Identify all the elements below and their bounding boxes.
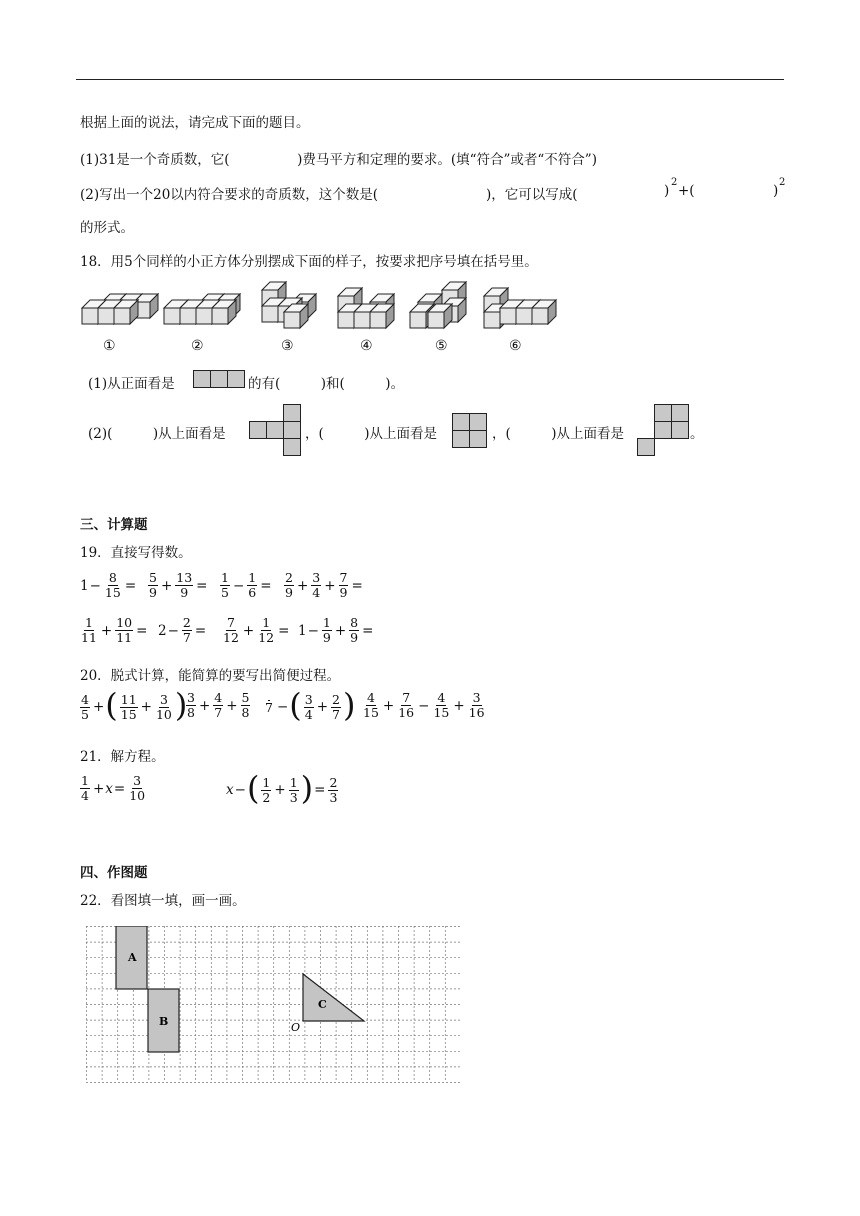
p17-q2a: (2)写出一个20以内符合要求的奇质数，这个数是( bbox=[80, 187, 379, 203]
shape-c bbox=[303, 974, 364, 1021]
cube-figure-3 bbox=[262, 282, 316, 328]
q19-expr-8: 1 − $\frac{1}{9}$ + $\frac{8}{9}$ = bbox=[298, 615, 374, 645]
fig-label-5: ⑤ bbox=[435, 338, 448, 354]
p17-sup1: 2 bbox=[671, 177, 678, 188]
q18-title: 18．用5个同样的小正方体分别摆成下面的样子，按要求把序号填在括号里。 bbox=[80, 254, 538, 270]
p17-q1: (1)31是一个奇质数，它( )费马平方和定理的要求。(填“符合”或者“不符合”) bbox=[80, 152, 597, 168]
cube-figures bbox=[78, 280, 568, 360]
p17-q2c: ) bbox=[664, 183, 670, 199]
cube-figure-6 bbox=[484, 288, 556, 328]
q19-title: 19．直接写得数。 bbox=[80, 545, 192, 561]
q19-expr-6: 2 − $\frac{2}{7}$ = bbox=[158, 615, 207, 645]
label-c: C bbox=[318, 998, 327, 1011]
q21-eq-2: x − ( $\frac{1}{2}$ + $\frac{1}{3}$ ) = $\frac{2}{3}$ bbox=[226, 769, 338, 807]
fig-label-3: ③ bbox=[281, 338, 294, 354]
p17-intro: 根据上面的说法，请完成下面的题目。 bbox=[80, 115, 310, 131]
q22-title: 22．看图填一填，画一画。 bbox=[80, 893, 246, 909]
q20-expr-3: 7 − ( $\frac{3}{4}$ + $\frac{2}{7}$ ) bbox=[265, 686, 356, 724]
p17-sup2: 2 bbox=[779, 177, 786, 188]
q19-expr-4: $\frac{2}{9}$ + $\frac{3}{4}$ + $\frac{7}{9}$ = bbox=[285, 570, 363, 600]
q19-expr-3: $\frac{1}{5}$ − $\frac{1}{6}$ = bbox=[221, 570, 272, 600]
p17-q2f: 的形式。 bbox=[80, 220, 134, 236]
q19-expr-5: $\frac{1}{11}$ + $\frac{10}{11}$ = bbox=[81, 615, 148, 645]
cube-figure-2 bbox=[164, 294, 240, 324]
section-3-heading: 三、计算题 bbox=[80, 517, 148, 533]
label-a: A bbox=[128, 951, 137, 964]
q19-expr-1: 1 − $\frac{8}{15}$ = bbox=[80, 570, 137, 600]
section-4-heading: 四、作图题 bbox=[80, 865, 148, 881]
label-o: O bbox=[291, 1021, 301, 1034]
cube-figure-1 bbox=[82, 294, 158, 324]
q21-title: 21．解方程。 bbox=[80, 749, 165, 765]
q18-s2d: 。 bbox=[690, 426, 704, 442]
q18-s1a: (1)从正面看是 bbox=[88, 376, 175, 392]
p17-q2d: +( bbox=[678, 183, 695, 199]
top-view-step bbox=[637, 404, 689, 456]
fig-label-4: ④ bbox=[360, 338, 373, 354]
fig-label-2: ② bbox=[191, 338, 204, 354]
drawing-grid bbox=[86, 926, 460, 1090]
cube-figure-5 bbox=[410, 282, 466, 328]
p17-q2e: ) bbox=[773, 183, 779, 199]
fig-label-1: ① bbox=[103, 338, 116, 354]
q18-s2a: (2)( )从上面看是 bbox=[88, 426, 226, 442]
front-view-three-squares bbox=[193, 370, 245, 388]
cube-figure-4 bbox=[338, 288, 394, 328]
q20-expr-4: $\frac{4}{15}$ + $\frac{7}{16}$ − $\frac{4}{15}$ + $\frac{3}{16}$ bbox=[363, 690, 485, 720]
q18-s1b: 的有( )和( )。 bbox=[248, 376, 405, 392]
header-rule bbox=[76, 79, 784, 80]
p17-q2b: )，它可以写成( bbox=[486, 187, 578, 203]
top-view-t-shape bbox=[249, 404, 301, 456]
grid-svg bbox=[86, 926, 460, 1086]
q19-expr-7: $\frac{7}{12}$ + $\frac{1}{12}$ = bbox=[223, 615, 290, 645]
q20-title: 20．脱式计算，能简算的要写出简便过程。 bbox=[80, 668, 341, 684]
q18-s2b: ，( )从上面看是 bbox=[305, 426, 438, 442]
q19-expr-2: $\frac{5}{9}$ + $\frac{13}{9}$ = bbox=[149, 570, 208, 600]
top-view-square bbox=[452, 413, 488, 449]
fig-label-6: ⑥ bbox=[509, 338, 522, 354]
q18-s2c: ，( )从上面看是 bbox=[492, 426, 625, 442]
q21-eq-1: $\frac{1}{4}$ + x = $\frac{3}{10}$ bbox=[81, 773, 146, 803]
label-b: B bbox=[159, 1015, 169, 1028]
q20-expr-2: $\frac{3}{8}$ + $\frac{4}{7}$ + $\frac{5}{8}$ bbox=[187, 690, 250, 720]
q20-expr-1: $\frac{4}{5}$ + ( $\frac{11}{15}$ + $\frac{3}{10}$ ) bbox=[81, 686, 188, 724]
